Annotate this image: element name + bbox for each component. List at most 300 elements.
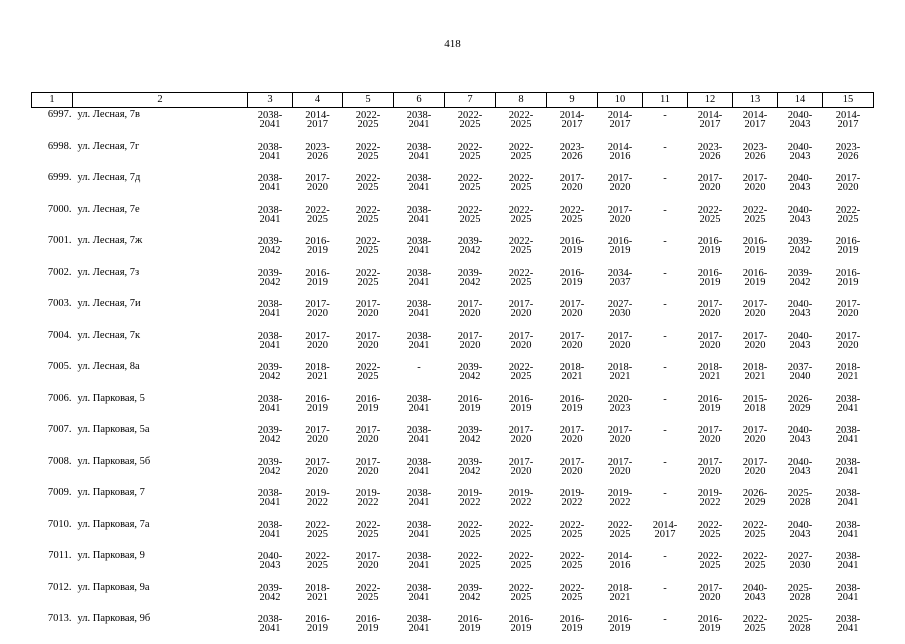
period-line: 2039- xyxy=(257,456,283,468)
period-line: 2039- xyxy=(257,267,283,279)
period-line: 2038- xyxy=(835,425,861,436)
period-line: 2018- xyxy=(607,362,633,373)
column-header-8: 8 xyxy=(496,93,547,108)
period-line: 2040 xyxy=(789,371,811,382)
period-line: 2042 xyxy=(789,276,811,288)
period-line: 2019- xyxy=(559,488,585,499)
period-line: 2017- xyxy=(508,456,534,468)
period-line: 2042 xyxy=(259,276,281,288)
period-cell xyxy=(547,360,598,392)
period-cell xyxy=(547,266,598,298)
period-cell xyxy=(248,140,293,172)
column-header-3: 3 xyxy=(248,93,293,108)
period-cell xyxy=(643,171,688,203)
period-cell xyxy=(688,108,733,140)
period-cell xyxy=(496,266,547,298)
period-line: 2022 xyxy=(307,497,328,508)
period-line: 2022 xyxy=(510,497,532,508)
address-cell: ул. Лесная, 7г xyxy=(77,140,140,152)
period-line: 2020 xyxy=(459,308,481,319)
period-line: 2030 xyxy=(789,560,811,571)
period-line: 2016- xyxy=(697,614,723,625)
period-line: 2017 xyxy=(744,119,766,130)
period-cell xyxy=(496,392,547,424)
period-line: - xyxy=(663,551,667,562)
period-line: 2017- xyxy=(355,456,381,468)
period-cell xyxy=(496,171,547,203)
row-number: 6999. xyxy=(47,172,72,183)
period-line: 2016- xyxy=(355,393,381,405)
period-line: 2022- xyxy=(559,204,585,216)
period-line: 2039- xyxy=(457,456,483,468)
period-line: 2021 xyxy=(609,371,631,382)
period-line: 2017- xyxy=(742,425,768,436)
period-cell xyxy=(293,612,343,644)
period-cell xyxy=(394,612,445,644)
column-header-13: 13 xyxy=(733,93,778,108)
period-line: 2020 xyxy=(307,339,328,351)
period-cell xyxy=(688,486,733,518)
period-line: 2018- xyxy=(559,362,585,373)
period-line: 2025 xyxy=(357,371,379,382)
period-cell xyxy=(733,486,778,518)
period-line: 2022- xyxy=(508,204,534,216)
period-line: 2017- xyxy=(697,425,723,436)
period-line: 2042 xyxy=(459,276,481,288)
period-cell xyxy=(293,518,343,550)
period-line: - xyxy=(663,299,667,310)
period-line: 2043 xyxy=(789,182,811,193)
period-line: 2016- xyxy=(697,393,723,405)
period-line: - xyxy=(663,141,667,153)
period-cell xyxy=(445,360,496,392)
period-line: 2022- xyxy=(508,236,534,247)
period-cell xyxy=(778,486,823,518)
period-cell xyxy=(343,360,394,392)
period-line: 2014- xyxy=(559,110,585,121)
row-number: 7005. xyxy=(47,361,72,372)
period-line: 2021 xyxy=(307,371,328,382)
period-line: 2038- xyxy=(257,173,283,184)
period-line: 2025 xyxy=(459,150,481,162)
period-line: 2019 xyxy=(510,402,532,414)
period-line: 2022 xyxy=(459,497,481,508)
period-cell xyxy=(823,360,874,392)
period-line: 2022 xyxy=(609,497,631,508)
period-line: 2025- xyxy=(787,614,813,625)
period-line: 2025 xyxy=(744,560,766,571)
period-line: 2022- xyxy=(559,582,585,594)
period-line: 2022- xyxy=(355,519,381,531)
period-cell xyxy=(547,171,598,203)
period-cell xyxy=(496,360,547,392)
period-line: 2040- xyxy=(787,204,813,216)
period-cell xyxy=(733,140,778,172)
period-line: 2038- xyxy=(835,582,861,594)
period-cell xyxy=(394,518,445,550)
period-line: 2025 xyxy=(357,276,379,288)
period-line: 2038- xyxy=(406,236,432,247)
period-line: 2016- xyxy=(607,614,633,625)
period-cell xyxy=(293,108,343,140)
period-cell xyxy=(733,234,778,266)
period-line: 2040- xyxy=(787,173,813,184)
period-cell xyxy=(688,266,733,298)
period-line: 2017- xyxy=(835,299,861,310)
table-row xyxy=(32,171,874,203)
period-line: 2016- xyxy=(305,236,330,247)
period-cell xyxy=(248,203,293,235)
period-cell xyxy=(394,171,445,203)
period-line: 2019 xyxy=(510,623,532,634)
row-number: 7007. xyxy=(47,424,72,435)
period-line: 2020 xyxy=(699,182,721,193)
period-line: - xyxy=(663,362,667,373)
period-cell xyxy=(248,612,293,644)
period-cell xyxy=(688,140,733,172)
period-line: 2014- xyxy=(607,110,633,121)
period-line: 2025 xyxy=(357,245,379,256)
column-header-7: 7 xyxy=(445,93,496,108)
period-line: 2040- xyxy=(257,551,283,562)
table-row xyxy=(32,549,874,581)
period-cell xyxy=(823,612,874,644)
period-line: 2021 xyxy=(307,591,328,603)
period-line: 2016- xyxy=(742,236,768,247)
column-header-6: 6 xyxy=(394,93,445,108)
row-number: 7009. xyxy=(47,487,72,498)
period-line: 2015- xyxy=(742,393,768,405)
period-line: 2017- xyxy=(742,173,768,184)
period-line: 2041 xyxy=(259,528,281,540)
period-line: 2017- xyxy=(742,330,768,342)
period-cell xyxy=(778,612,823,644)
address-cell: ул. Лесная, 8а xyxy=(77,361,140,372)
period-line: 2014- xyxy=(742,110,768,121)
period-cell xyxy=(598,612,643,644)
period-cell xyxy=(343,266,394,298)
period-line: 2017- xyxy=(508,425,534,436)
period-line: 2017- xyxy=(559,456,585,468)
period-cell xyxy=(688,203,733,235)
period-line: 2042 xyxy=(459,245,481,256)
period-cell xyxy=(823,455,874,487)
period-cell xyxy=(496,549,547,581)
period-line: 2016- xyxy=(835,267,861,279)
period-line: 2014- xyxy=(697,110,723,121)
period-cell xyxy=(643,297,688,329)
period-cell xyxy=(598,392,643,424)
period-line: 2022- xyxy=(742,519,768,531)
period-cell xyxy=(823,486,874,518)
period-line: 2039- xyxy=(457,236,483,247)
period-cell xyxy=(733,581,778,613)
period-line: 2017- xyxy=(305,330,330,342)
row-number: 7001. xyxy=(47,235,72,246)
period-line: 2028 xyxy=(789,623,811,634)
period-line: 2019 xyxy=(459,623,481,634)
period-cell xyxy=(293,455,343,487)
period-cell xyxy=(394,234,445,266)
period-line: 2016- xyxy=(835,236,861,247)
period-line: 2017- xyxy=(559,173,585,184)
period-cell xyxy=(778,549,823,581)
period-line: 2043 xyxy=(789,465,811,477)
row-number: 7010. xyxy=(47,518,72,530)
period-line: 2025 xyxy=(699,528,721,540)
period-cell xyxy=(733,423,778,455)
period-line: 2019 xyxy=(307,245,328,256)
column-header-5: 5 xyxy=(343,93,394,108)
period-line: 2038- xyxy=(406,456,432,468)
period-cell xyxy=(547,108,598,140)
period-cell xyxy=(823,581,874,613)
column-header-15: 15 xyxy=(823,93,874,108)
period-cell xyxy=(688,171,733,203)
period-cell xyxy=(547,518,598,550)
table-row xyxy=(32,360,874,392)
period-cell xyxy=(778,392,823,424)
period-cell xyxy=(394,297,445,329)
period-line: 2025 xyxy=(699,560,721,571)
period-line: 2030 xyxy=(609,308,631,319)
period-line: 2025 xyxy=(459,119,481,130)
period-line: 2020 xyxy=(609,213,631,225)
period-line: 2040- xyxy=(787,299,813,310)
period-cell xyxy=(343,612,394,644)
period-line: 2038- xyxy=(406,330,432,342)
period-cell xyxy=(343,140,394,172)
period-line: 2038- xyxy=(257,614,283,625)
period-cell xyxy=(293,581,343,613)
period-cell xyxy=(293,486,343,518)
period-line: 2021 xyxy=(561,371,583,382)
period-cell xyxy=(394,549,445,581)
period-cell xyxy=(598,549,643,581)
period-line: 2040- xyxy=(787,456,813,468)
header-row xyxy=(32,93,874,108)
period-cell xyxy=(688,392,733,424)
period-line: 2038- xyxy=(257,110,283,121)
period-line: - xyxy=(663,267,667,279)
period-line: 2019- xyxy=(305,488,330,499)
period-cell xyxy=(733,266,778,298)
period-line: 2016 xyxy=(609,560,631,571)
period-line: 2019 xyxy=(561,623,583,634)
period-line: 2017 xyxy=(837,119,859,130)
period-line: 2018- xyxy=(835,362,861,373)
period-cell xyxy=(823,329,874,361)
period-line: 2023- xyxy=(697,141,723,153)
period-cell xyxy=(823,392,874,424)
period-line: 2041 xyxy=(259,623,281,634)
period-line: 2019- xyxy=(607,488,633,499)
period-line: 2025 xyxy=(357,119,379,130)
period-line: 2039- xyxy=(787,267,813,279)
period-line: 2020 xyxy=(510,465,532,477)
period-line: 2020 xyxy=(837,339,859,351)
period-line: 2025 xyxy=(744,623,766,634)
period-cell xyxy=(293,360,343,392)
period-line: 2043 xyxy=(789,339,811,351)
period-line: 2018- xyxy=(697,362,723,373)
period-line: 2041 xyxy=(259,119,281,130)
period-line: 2039- xyxy=(457,582,483,594)
period-line: 2041 xyxy=(259,339,281,351)
period-cell xyxy=(778,203,823,235)
period-line: 2041 xyxy=(408,245,430,256)
period-line: 2038- xyxy=(835,614,861,625)
period-cell xyxy=(248,392,293,424)
period-line: 2028 xyxy=(789,497,811,508)
period-line: 2025 xyxy=(459,528,481,540)
period-line: 2019 xyxy=(561,402,583,414)
period-line: 2041 xyxy=(408,119,430,130)
period-cell xyxy=(293,266,343,298)
period-cell xyxy=(343,518,394,550)
period-line: - xyxy=(417,362,421,373)
period-line: 2016- xyxy=(697,267,723,279)
period-cell xyxy=(496,486,547,518)
period-cell xyxy=(248,360,293,392)
period-line: 2017- xyxy=(559,330,585,342)
period-line: 2022- xyxy=(355,173,381,184)
period-cell xyxy=(496,581,547,613)
period-cell xyxy=(733,108,778,140)
period-cell xyxy=(496,518,547,550)
period-cell xyxy=(445,266,496,298)
column-header-12: 12 xyxy=(688,93,733,108)
period-cell xyxy=(445,455,496,487)
period-line: 2043 xyxy=(789,308,811,319)
period-line: 2019 xyxy=(357,402,379,414)
period-cell xyxy=(643,549,688,581)
period-line: 2039- xyxy=(257,236,283,247)
period-cell xyxy=(778,360,823,392)
period-cell xyxy=(248,234,293,266)
period-line: - xyxy=(663,456,667,468)
period-line: 2022- xyxy=(305,204,330,216)
period-line: 2019 xyxy=(699,623,721,634)
period-cell xyxy=(343,486,394,518)
period-cell xyxy=(778,297,823,329)
period-cell xyxy=(343,203,394,235)
period-line: 2016- xyxy=(305,393,330,405)
period-line: 2038- xyxy=(406,173,432,184)
period-line: 2038- xyxy=(406,425,432,436)
period-line: 2019- xyxy=(697,488,723,499)
period-cell xyxy=(733,297,778,329)
period-cell xyxy=(823,518,874,550)
period-cell xyxy=(445,392,496,424)
period-line: 2020 xyxy=(744,308,766,319)
period-line: 2038- xyxy=(406,393,432,405)
period-line: 2017- xyxy=(457,330,483,342)
period-line: 2041 xyxy=(837,623,859,634)
table-row xyxy=(32,486,874,518)
period-line: 2017- xyxy=(457,299,483,310)
period-line: 2022- xyxy=(305,519,330,531)
period-line: 2025 xyxy=(609,528,631,540)
period-cell xyxy=(778,266,823,298)
period-line: 2019 xyxy=(609,245,631,256)
period-cell xyxy=(688,518,733,550)
period-line: 2038- xyxy=(257,299,283,310)
period-line: - xyxy=(663,393,667,405)
period-cell xyxy=(598,518,643,550)
period-line: 2022- xyxy=(508,519,534,531)
period-cell xyxy=(547,549,598,581)
period-line: 2038- xyxy=(406,551,432,562)
period-line: 2041 xyxy=(408,182,430,193)
period-cell xyxy=(547,455,598,487)
period-line: 2041 xyxy=(408,528,430,540)
period-line: - xyxy=(663,582,667,594)
period-cell xyxy=(643,612,688,644)
period-line: 2042 xyxy=(459,371,481,382)
table-row xyxy=(32,392,874,424)
period-line: 2017- xyxy=(697,299,723,310)
period-line: 2019 xyxy=(459,402,481,414)
period-line: 2025 xyxy=(561,213,583,225)
period-cell xyxy=(778,581,823,613)
period-line: 2025 xyxy=(357,213,379,225)
period-line: 2041 xyxy=(408,402,430,414)
period-line: 2043 xyxy=(744,591,766,603)
period-cell xyxy=(688,455,733,487)
period-line: 2022- xyxy=(355,236,381,247)
table-body xyxy=(32,108,874,644)
period-line: 2020 xyxy=(744,465,766,477)
period-line: 2034- xyxy=(607,267,633,279)
period-line: 2038- xyxy=(406,519,432,531)
period-line: 2025 xyxy=(510,182,532,193)
period-line: 2019- xyxy=(508,488,534,499)
period-line: 2026 xyxy=(837,150,859,162)
period-cell xyxy=(688,329,733,361)
period-line: - xyxy=(663,204,667,216)
period-cell xyxy=(496,297,547,329)
period-line: 2041 xyxy=(408,339,430,351)
period-cell xyxy=(643,266,688,298)
address-cell: ул. Лесная, 7в xyxy=(77,109,140,120)
period-line: 2041 xyxy=(408,623,430,634)
period-cell xyxy=(293,329,343,361)
period-line: 2038- xyxy=(406,582,432,594)
period-line: 2022- xyxy=(457,141,483,153)
period-line: 2019 xyxy=(561,245,583,256)
period-line: 2017- xyxy=(697,582,723,594)
period-cell xyxy=(778,140,823,172)
period-cell xyxy=(823,203,874,235)
period-line: 2019 xyxy=(699,402,721,414)
period-cell xyxy=(394,486,445,518)
period-line: 2019 xyxy=(837,245,859,256)
period-line: 2020 xyxy=(744,434,766,445)
period-cell xyxy=(293,140,343,172)
period-line: 2017- xyxy=(305,456,330,468)
period-line: 2027- xyxy=(787,551,813,562)
period-cell xyxy=(496,455,547,487)
period-line: 2014- xyxy=(607,141,633,153)
period-cell xyxy=(445,171,496,203)
period-line: 2022- xyxy=(355,582,381,594)
period-line: 2025 xyxy=(357,150,379,162)
period-cell xyxy=(547,234,598,266)
period-line: 2022- xyxy=(742,614,768,625)
period-line: 2040- xyxy=(787,519,813,531)
period-cell xyxy=(547,140,598,172)
